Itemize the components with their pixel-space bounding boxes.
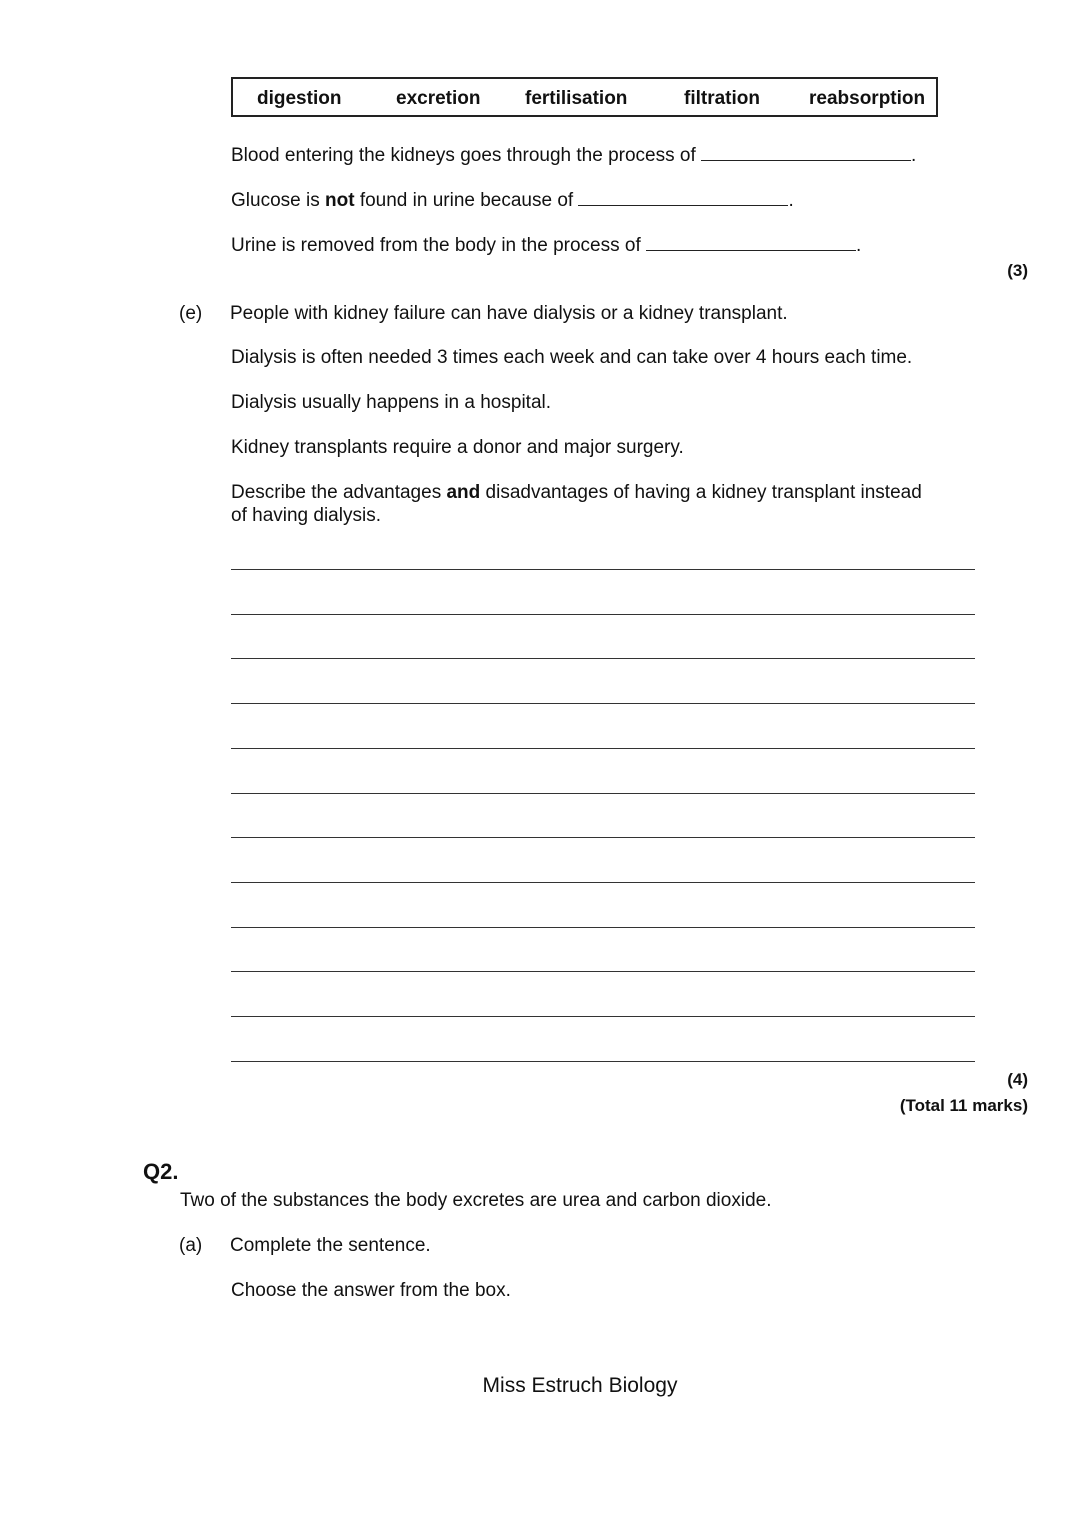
word-box-item-filtration: filtration [684,88,760,109]
answer-blank-1[interactable] [701,142,911,161]
q1e-paragraph-3: Dialysis usually happens in a hospital. [231,392,552,413]
footer-text: Miss Estruch Biology [482,1374,678,1397]
word-box [231,77,938,117]
q1-total-marks: (Total 11 marks) [899,1096,1028,1115]
q1d-sentence-3-text: Urine is removed from the body in the process of [231,235,641,256]
q2a-label: (a) [179,1235,203,1256]
q1d-sentence-1-text: Blood entering the kidneys goes through the process of [231,145,696,166]
q1e-paragraph-1: People with kidney failure can have dialysis or a kidney transplant. [230,303,788,324]
q2-intro: Two of the substances the body excretes are urea and carbon dioxide. [180,1190,772,1211]
answer-line[interactable] [231,882,975,883]
q2a-instruction: Choose the answer from the box. [231,1280,511,1301]
answer-line[interactable] [231,793,975,794]
answer-line[interactable] [231,703,975,704]
q1e-label: (e) [179,303,203,324]
period: . [788,190,794,211]
q2a-text: Complete the sentence. [230,1235,431,1256]
q1d-marks: (3) [1007,261,1028,280]
period: . [911,145,917,166]
q1e-question-line-2: of having dialysis. [231,505,381,526]
answer-line[interactable] [231,748,975,749]
answer-line[interactable] [231,1016,975,1017]
q1e-marks: (4) [1007,1070,1028,1089]
q1d-sentence-3 [231,232,861,257]
answer-line[interactable] [231,569,975,570]
q1d-sentence-2 [231,187,794,212]
answer-line[interactable] [231,837,975,838]
q1e-question-line-1 [231,482,922,504]
period: . [856,235,862,256]
answer-blank-2[interactable] [578,187,788,206]
answer-line[interactable] [231,614,975,615]
answer-line[interactable] [231,971,975,972]
q1e-paragraph-4: Kidney transplants require a donor and major surgery. [231,437,684,458]
word-box-item-excretion: excretion [396,88,481,109]
q1d-sentence-2-pre: Glucose is [231,190,320,211]
word-box-item-digestion: digestion [257,88,342,109]
word-box-item-fertilisation: fertilisation [525,88,628,109]
q1d-sentence-1 [231,142,916,167]
q1e-question-bold: and [446,482,481,503]
answer-blank-3[interactable] [646,232,856,251]
q1d-sentence-2-post: found in urine because of [359,190,574,211]
q1e-paragraph-2: Dialysis is often needed 3 times each week and can take over 4 hours each time. [231,347,913,368]
answer-line[interactable] [231,927,975,928]
answer-line[interactable] [231,658,975,659]
q1d-sentence-2-bold: not [324,190,355,211]
q1e-question-pre: Describe the advantages [231,482,442,503]
q2-label: Q2. [143,1159,179,1184]
word-box-item-reabsorption: reabsorption [809,88,926,109]
q1e-question-post: disadvantages of having a kidney transplant instead [485,482,922,503]
answer-line[interactable] [231,1061,975,1062]
